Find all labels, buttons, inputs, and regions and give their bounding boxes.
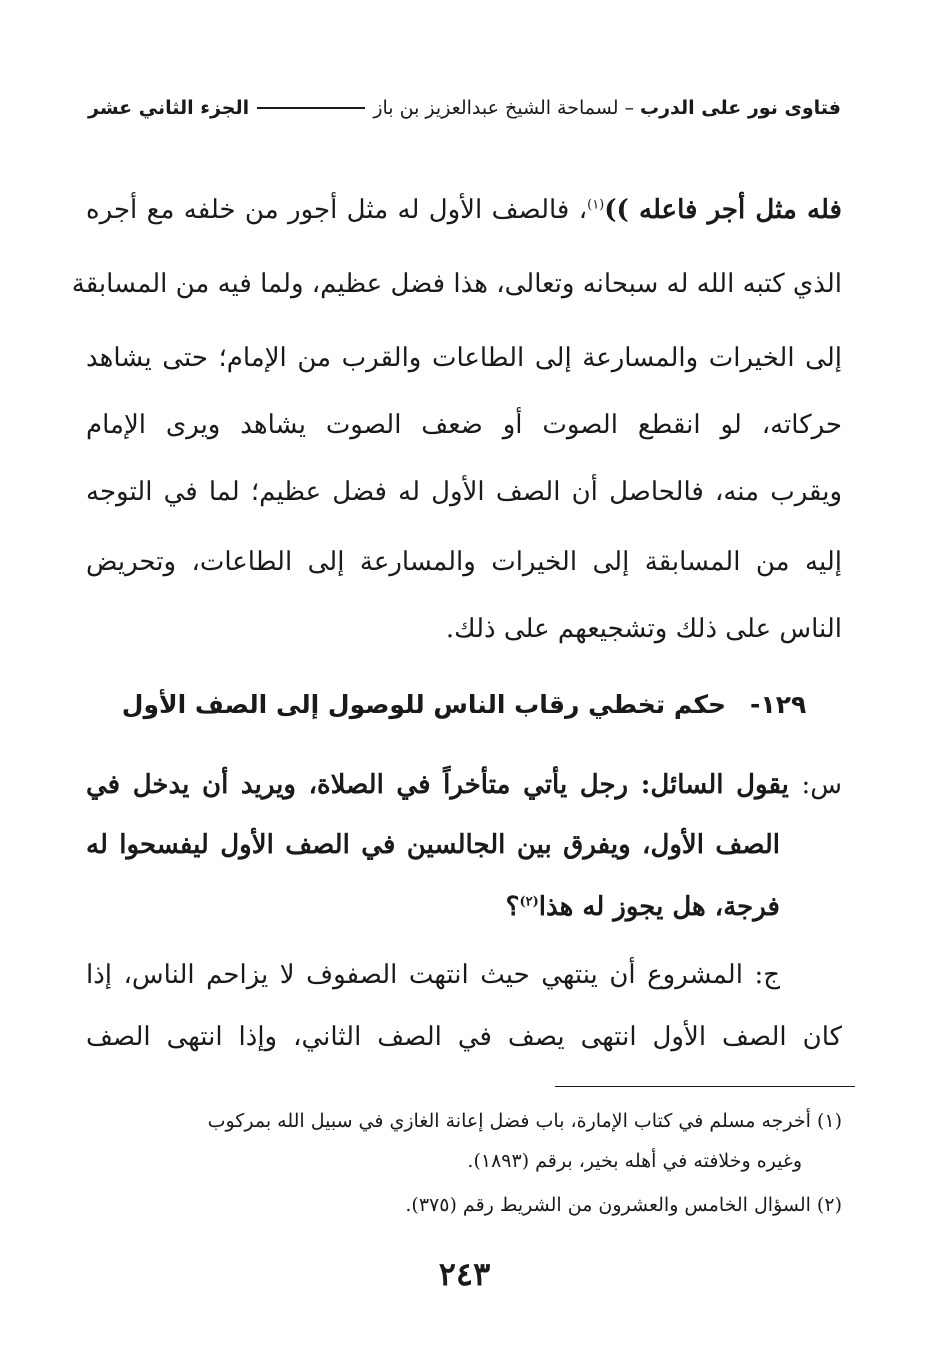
footnote-ref[interactable]: (٢) [519,894,539,910]
answer-line: ج: المشروع أن ينتهي حيث انتهت الصفوف لا يزاحم الناس، إذا [86,960,780,990]
volume-label: الجزء الثاني عشر [88,97,250,119]
question-line [86,756,842,814]
question-line: الصف الأول، ويفرق بين الجالسين في الصف الأول ليفسحوا له [86,830,780,860]
question-line [86,878,780,936]
question-text: فرجة، هل يجوز له هذا [538,892,780,922]
footnote-1: (١) أخرجه مسلم في كتاب الإمارة، باب فضل إعانة الغازي في سبيل الله بمركوب [207,1110,842,1132]
book-title: فتاوى نور على الدرب [640,97,841,119]
section-title: حكم تخطي رقاب الناس للوصول إلى الصف الأول [121,690,727,719]
section-number: ١٢٩- [750,690,807,719]
answer-line: كان الصف الأول انتهى يصف في الصف الثاني، وإذا انتهى الصف [86,1022,842,1052]
paragraph-line: الذي كتبه الله له سبحانه وتعالى، هذا فضل عظيم، ولما فيه من المسابقة [71,269,842,299]
footnote-1-continued: وغيره وخلافته في أهله بخير، برقم (١٨٩٣). [467,1150,802,1172]
paragraph-line: حركاته، لو انقطع الصوت أو ضعف الصوت يشاهد ويرى الإمام [86,410,842,440]
paragraph-line [86,181,842,239]
question-prefix: س: [801,770,842,800]
paragraph-text: ، فالصف الأول له مثل أجور من خلفه مع أجره [86,195,588,225]
paragraph-line: إلى الخيرات والمسارعة إلى الطاعات والقرب من الإمام؛ حتى يشاهد [86,343,842,373]
footnote-ref[interactable]: (١) [587,197,605,213]
question-text: يقول السائل: رجل يأتي متأخراً في الصلاة، ويريد أن يدخل في [86,770,789,800]
header-rule [257,107,365,109]
section-heading [86,680,842,730]
footnote-2: (٢) السؤال الخامس والعشرون من الشريط رقم (٣٧٥). [405,1194,842,1216]
paragraph-line: الناس على ذلك وتشجيعهم على ذلك. [445,614,842,644]
header-separator: – [624,97,634,119]
running-header [88,88,841,128]
paragraph-line: إليه من المسابقة إلى الخيرات والمسارعة إلى الطاعات، وتحريض [86,547,842,577]
paragraph-line: ويقرب منه، فالحاصل أن الصف الأول له فضل عظيم؛ لما في التوجه [86,477,842,507]
author-name: لسماحة الشيخ عبدالعزيز بن باز [373,97,619,119]
hadith-quote: فله مثل أجر فاعله )) [604,195,842,225]
footnote-divider [555,1086,855,1087]
page-number: ٢٤٣ [438,1255,491,1293]
question-mark: ؟ [505,892,520,922]
